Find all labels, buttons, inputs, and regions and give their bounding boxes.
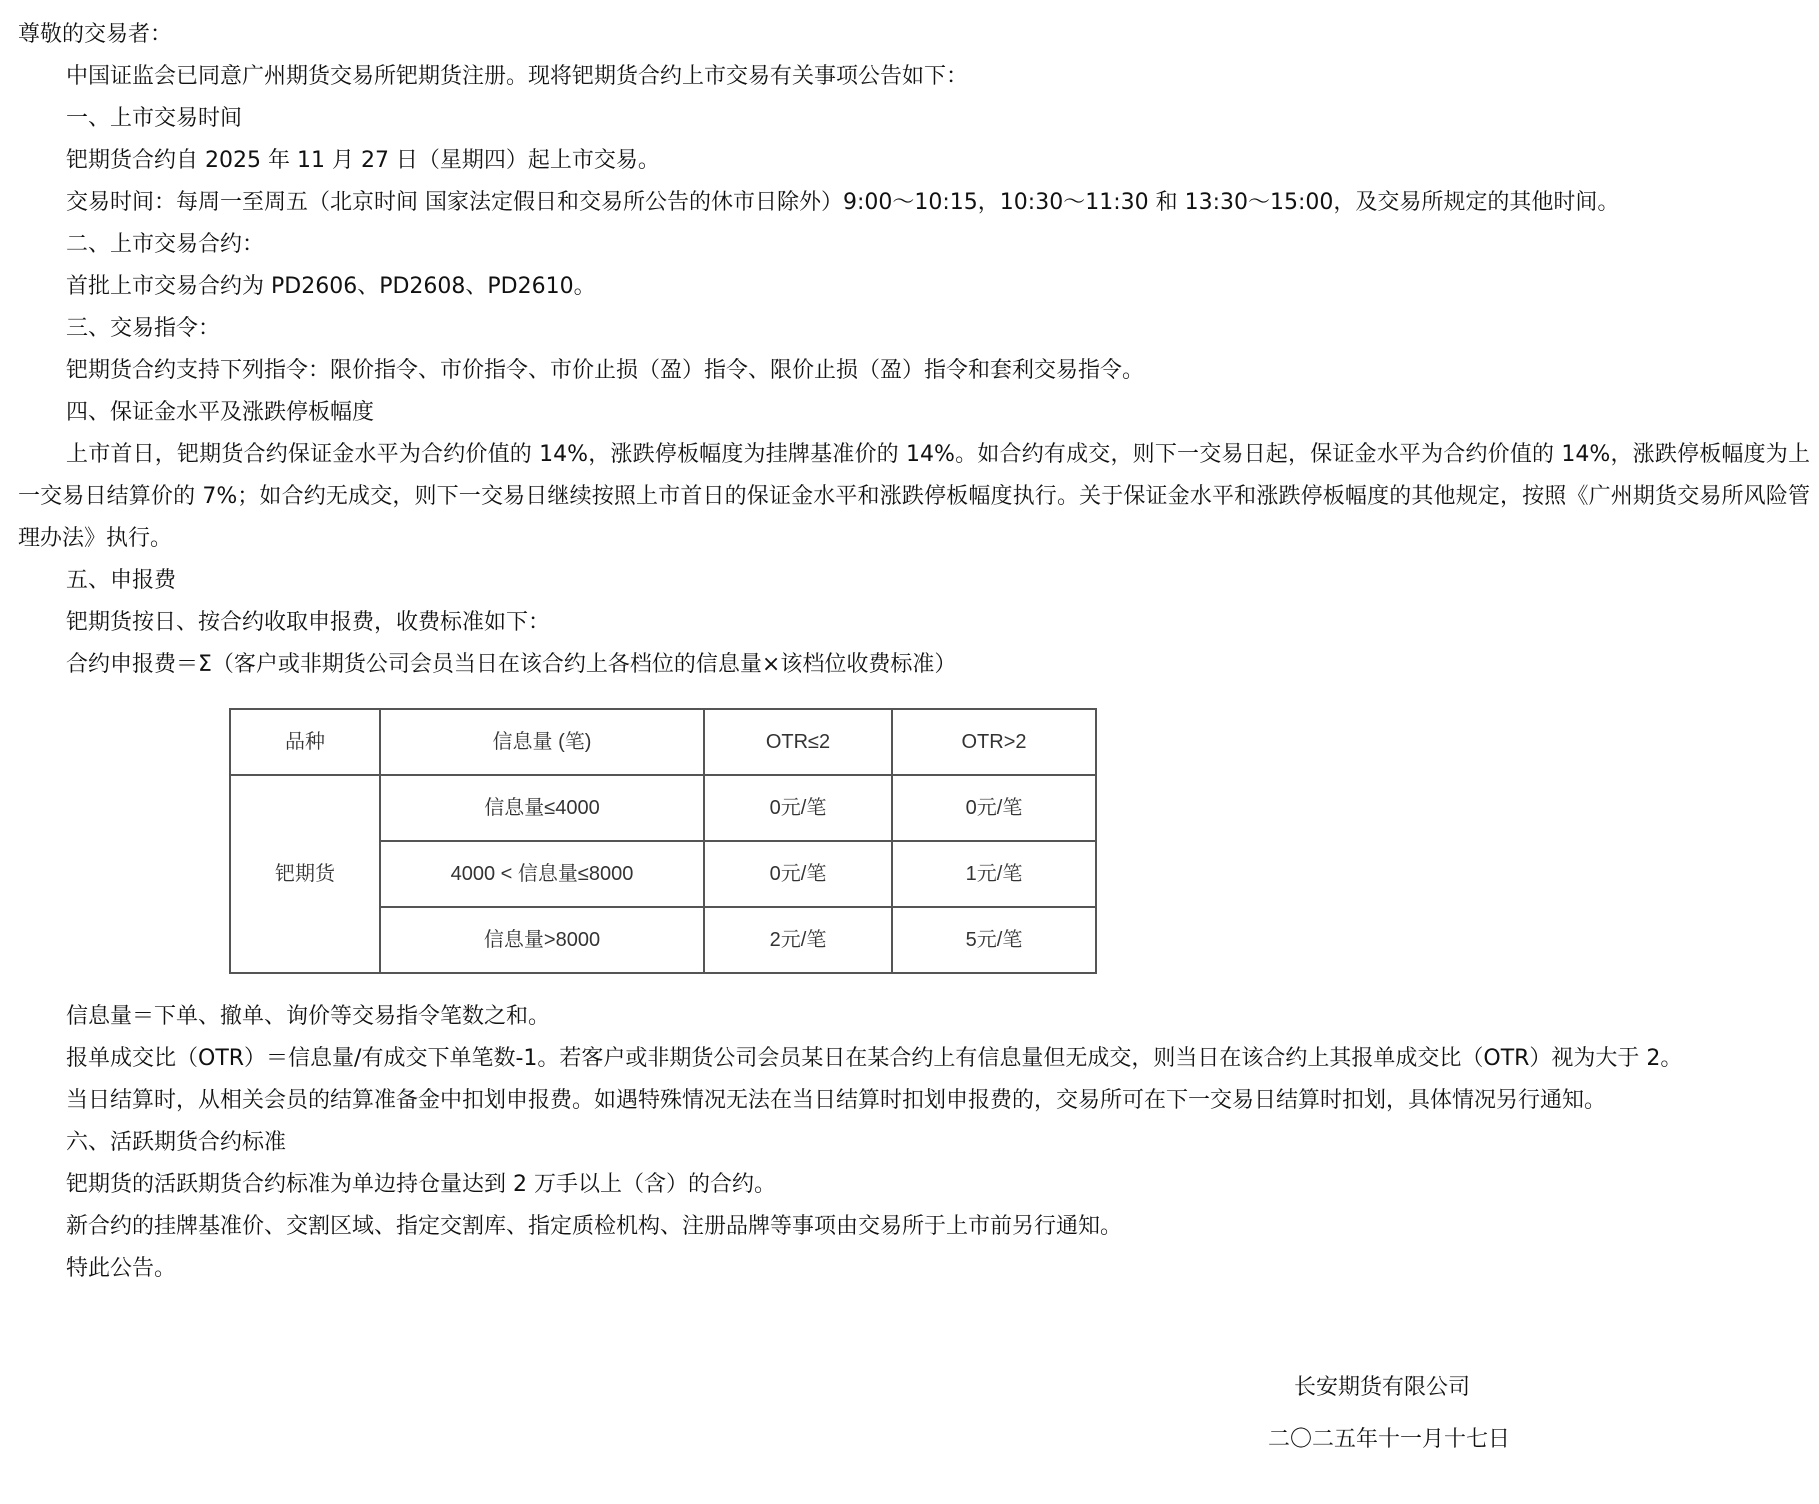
section-1-listing-date: 钯期货合约自 2025 年 11 月 27 日（星期四）起上市交易。 bbox=[66, 148, 660, 173]
section-5-settlement-note: 当日结算时，从相关会员的结算准备金中扣划申报费。如遇特殊情况无法在当日结算时扣划申报费的，交易所可在下一交易日结算时扣划，具体情况另行通知。 bbox=[66, 1088, 1607, 1113]
fee-otr-low-cell: 2元/笔 bbox=[704, 907, 892, 973]
section-5-message-definition: 信息量＝下单、撤单、询价等交易指令笔数之和。 bbox=[66, 1004, 551, 1029]
fee-otr-high-cell: 1元/笔 bbox=[892, 841, 1096, 907]
fee-otr-high-cell: 5元/笔 bbox=[892, 907, 1096, 973]
section-5-fee-intro: 钯期货按日、按合约收取申报费，收费标准如下： bbox=[66, 610, 551, 635]
product-cell: 钯期货 bbox=[230, 775, 380, 973]
message-range-cell: 信息量>8000 bbox=[380, 907, 704, 973]
section-3-title: 三、交易指令： bbox=[66, 316, 221, 341]
fee-table-header-row bbox=[230, 709, 1096, 775]
message-range-cell: 4000 < 信息量≤8000 bbox=[380, 841, 704, 907]
table-row bbox=[230, 775, 1096, 841]
closing-notice: 新合约的挂牌基准价、交割区域、指定交割库、指定质检机构、注册品牌等事项由交易所于上市前另行通知。 bbox=[66, 1214, 1123, 1239]
section-2-contracts: 首批上市交易合约为 PD2606、PD2608、PD2610。 bbox=[66, 274, 596, 299]
section-5-fee-formula: 合约申报费＝Σ（客户或非期货公司会员当日在该合约上各档位的信息量×该档位收费标准） bbox=[66, 652, 957, 677]
section-3-orders: 钯期货合约支持下列指令：限价指令、市价指令、市价止损（盈）指令、限价止损（盈）指令和套利交易指令。 bbox=[66, 358, 1145, 383]
section-1-title: 一、上市交易时间 bbox=[66, 106, 243, 131]
section-2-title: 二、上市交易合约： bbox=[66, 232, 265, 257]
fee-otr-high-cell: 0元/笔 bbox=[892, 775, 1096, 841]
greeting: 尊敬的交易者： bbox=[18, 22, 173, 47]
closing-statement: 特此公告。 bbox=[66, 1256, 177, 1281]
section-6-active-standard: 钯期货的活跃期货合约标准为单边持仓量达到 2 万手以上（含）的合约。 bbox=[66, 1172, 776, 1197]
intro-paragraph: 中国证监会已同意广州期货交易所钯期货注册。现将钯期货合约上市交易有关事项公告如下： bbox=[66, 64, 969, 89]
signature-company: 长安期货有限公司 bbox=[1294, 1375, 1471, 1400]
section-4-title: 四、保证金水平及涨跌停板幅度 bbox=[66, 400, 375, 425]
section-6-title: 六、活跃期货合约标准 bbox=[66, 1130, 287, 1155]
announcement-document bbox=[18, 14, 1810, 1290]
section-5-otr-definition: 报单成交比（OTR）＝信息量/有成交下单笔数-1。若客户或非期货公司会员某日在某合约上有信息量但无成交，则当日在该合约上其报单成交比（OTR）视为大于 2。 bbox=[66, 1046, 1683, 1071]
signature-date: 二〇二五年十一月十七日 bbox=[1268, 1427, 1511, 1452]
fee-otr-low-cell: 0元/笔 bbox=[704, 841, 892, 907]
section-1-trading-hours: 交易时间：每周一至周五（北京时间 国家法定假日和交易所公告的休市日除外）9:00～10:15，10:30～11:30 和 13:30～15:00，及交易所规定的其他时间。 bbox=[66, 190, 1620, 215]
fee-otr-low-cell: 0元/笔 bbox=[704, 775, 892, 841]
fee-table-container bbox=[229, 708, 1810, 974]
section-5-title: 五、申报费 bbox=[66, 568, 177, 593]
header-otr-low: OTR≤2 bbox=[704, 709, 892, 775]
message-range-cell: 信息量≤4000 bbox=[380, 775, 704, 841]
section-4-margin-paragraph: 上市首日，钯期货合约保证金水平为合约价值的 14%，涨跌停板幅度为挂牌基准价的 14%。如合约有成交，则下一交易日起，保证金水平为合约价值的 14%，涨跌停板幅度为上一交易日结算价的 7%；如合约无成交，则下一交易日继续按照上市首日的保证金水平和涨跌停板幅度执行。关于保证金水平和涨跌停板幅度的其他规定，按照《广州期货交易所风险管理办法》执行。 bbox=[18, 442, 1810, 551]
header-message-count: 信息量 (笔) bbox=[380, 709, 704, 775]
fee-table bbox=[229, 708, 1097, 974]
signature-block bbox=[1268, 1362, 1510, 1466]
header-product: 品种 bbox=[230, 709, 380, 775]
header-otr-high: OTR>2 bbox=[892, 709, 1096, 775]
